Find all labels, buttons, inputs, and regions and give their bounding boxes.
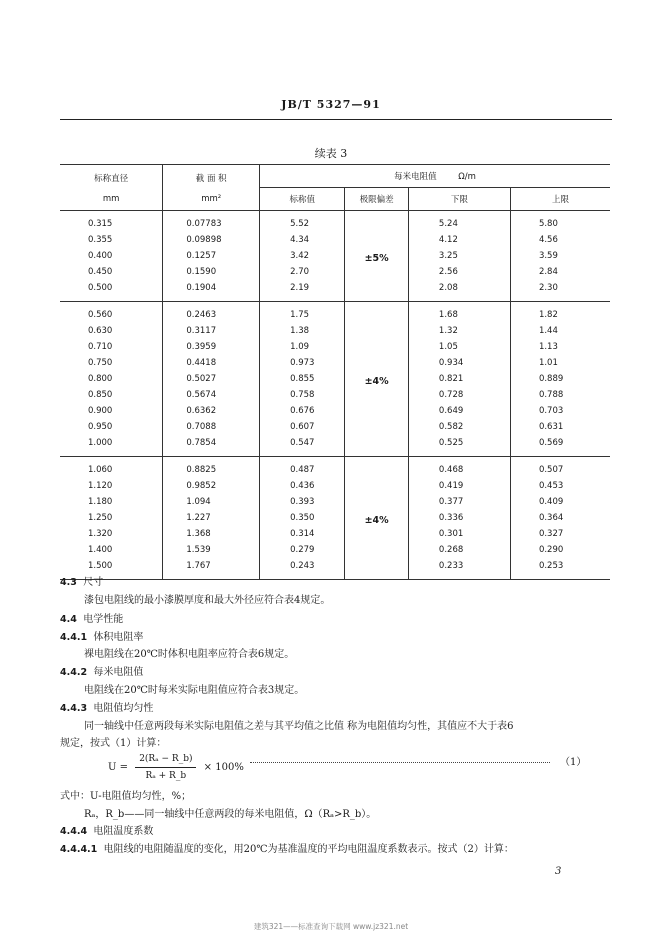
resistance-table bbox=[60, 164, 610, 580]
cell-lower-limit: 1.32 bbox=[408, 323, 510, 339]
section-4-4-3-text-1: 同一轴线中任意两段每米实际电阻值之差与其平均值之比值 称为电阻值均匀性，其值应不大于表6 bbox=[84, 721, 514, 732]
cell-upper-limit: 0.364 bbox=[510, 510, 610, 526]
cell-upper-limit: 0.290 bbox=[510, 542, 610, 558]
cell-nominal-resistance: 0.676 bbox=[260, 403, 345, 419]
cell-nominal-resistance: 0.243 bbox=[260, 558, 345, 580]
table-row bbox=[60, 494, 610, 510]
formula-fraction: $\frac{\text{2(Rₐ − R\_b)}}{\text{Rₐ + R\_b}}$ bbox=[135, 751, 196, 784]
page-number: 3 bbox=[555, 866, 562, 877]
cell-cross-section: 1.094 bbox=[163, 494, 260, 510]
cell-diameter: 1.120 bbox=[88, 481, 113, 491]
cell-diameter: 1.500 bbox=[88, 561, 113, 571]
table-row bbox=[60, 403, 610, 419]
cell-upper-limit: 3.59 bbox=[510, 248, 610, 264]
cell-nominal-resistance: 0.973 bbox=[260, 355, 345, 371]
cell-lower-limit: 0.649 bbox=[408, 403, 510, 419]
cell-limit-deviation: ±5% bbox=[345, 211, 409, 302]
cell-nominal-resistance: 0.314 bbox=[260, 526, 345, 542]
cell-upper-limit: 5.80 bbox=[510, 211, 610, 233]
cell-lower-limit: 0.233 bbox=[408, 558, 510, 580]
col-header-diameter: 标称直径 mm bbox=[94, 173, 129, 204]
cell-cross-section: 0.3117 bbox=[163, 323, 260, 339]
cell-diameter: 1.400 bbox=[88, 545, 113, 555]
section-4-4-1-title: 体积电阻率 bbox=[93, 632, 144, 643]
cell-lower-limit: 0.301 bbox=[408, 526, 510, 542]
table-row bbox=[60, 387, 610, 403]
cell-upper-limit: 4.56 bbox=[510, 232, 610, 248]
cell-diameter: 1.000 bbox=[88, 438, 113, 448]
cell-upper-limit: 2.30 bbox=[510, 280, 610, 302]
table-row bbox=[60, 419, 610, 435]
cell-diameter: 1.250 bbox=[88, 513, 113, 523]
cell-nominal-resistance: 1.09 bbox=[260, 339, 345, 355]
table-row bbox=[60, 211, 610, 233]
cell-nominal-resistance: 2.70 bbox=[260, 264, 345, 280]
cell-lower-limit: 0.821 bbox=[408, 371, 510, 387]
cell-nominal-resistance: 2.19 bbox=[260, 280, 345, 302]
section-4-4-4-title: 电阻温度系数 bbox=[93, 826, 154, 837]
table-row bbox=[60, 435, 610, 457]
cell-cross-section: 0.09898 bbox=[163, 232, 260, 248]
cell-cross-section: 0.3959 bbox=[163, 339, 260, 355]
cell-upper-limit: 1.44 bbox=[510, 323, 610, 339]
cell-upper-limit: 1.82 bbox=[510, 302, 610, 324]
cell-upper-limit: 0.889 bbox=[510, 371, 610, 387]
cell-diameter: 1.060 bbox=[88, 465, 113, 475]
formula-1: U = $\frac{\text{2(Rₐ − R\_b)}}{\text{Rₐ + R\_b}}$ × 100% bbox=[108, 751, 244, 784]
cell-nominal-resistance: 0.855 bbox=[260, 371, 345, 387]
cell-lower-limit: 0.728 bbox=[408, 387, 510, 403]
cell-diameter: 1.320 bbox=[88, 529, 113, 539]
cell-limit-deviation: ±4% bbox=[345, 302, 409, 457]
cell-diameter: 0.950 bbox=[88, 422, 113, 432]
cell-upper-limit: 1.13 bbox=[510, 339, 610, 355]
cell-lower-limit: 0.934 bbox=[408, 355, 510, 371]
section-4-4-2-text: 电阻线在20℃时每米实际电阻值应符合表3规定。 bbox=[84, 685, 305, 696]
col-header-deviation: 极限偏差 bbox=[345, 188, 409, 211]
cell-nominal-resistance: 0.393 bbox=[260, 494, 345, 510]
cell-lower-limit: 1.05 bbox=[408, 339, 510, 355]
cell-lower-limit: 4.12 bbox=[408, 232, 510, 248]
cell-lower-limit: 0.582 bbox=[408, 419, 510, 435]
col-header-upper: 上限 bbox=[510, 188, 610, 211]
cell-lower-limit: 2.08 bbox=[408, 280, 510, 302]
formula-number: （1） bbox=[560, 757, 587, 768]
cell-diameter: 0.560 bbox=[88, 310, 113, 320]
cell-upper-limit: 1.01 bbox=[510, 355, 610, 371]
cell-lower-limit: 0.419 bbox=[408, 478, 510, 494]
cell-cross-section: 0.1590 bbox=[163, 264, 260, 280]
cell-cross-section: 0.6362 bbox=[163, 403, 260, 419]
cell-cross-section: 0.2463 bbox=[163, 302, 260, 324]
table-row bbox=[60, 526, 610, 542]
cell-cross-section: 1.539 bbox=[163, 542, 260, 558]
cell-diameter: 0.315 bbox=[88, 219, 113, 229]
standard-number-header: JB/T 5327—91 bbox=[281, 98, 381, 111]
table-row bbox=[60, 371, 610, 387]
cell-upper-limit: 0.253 bbox=[510, 558, 610, 580]
cell-lower-limit: 5.24 bbox=[408, 211, 510, 233]
cell-nominal-resistance: 0.487 bbox=[260, 457, 345, 479]
cell-nominal-resistance: 0.436 bbox=[260, 478, 345, 494]
col-header-nominal: 标称值 bbox=[260, 188, 345, 211]
cell-nominal-resistance: 1.75 bbox=[260, 302, 345, 324]
cell-upper-limit: 0.327 bbox=[510, 526, 610, 542]
header-rule bbox=[60, 119, 612, 120]
section-4-4-1-text: 裸电阻线在20℃时体积电阻率应符合表6规定。 bbox=[84, 649, 295, 660]
table-row bbox=[60, 302, 610, 324]
cell-cross-section: 0.9852 bbox=[163, 478, 260, 494]
cell-upper-limit: 0.409 bbox=[510, 494, 610, 510]
cell-nominal-resistance: 0.279 bbox=[260, 542, 345, 558]
table-row bbox=[60, 280, 610, 302]
cell-upper-limit: 0.453 bbox=[510, 478, 610, 494]
table-row bbox=[60, 248, 610, 264]
table-row bbox=[60, 457, 610, 479]
cell-diameter: 0.355 bbox=[88, 235, 113, 245]
cell-lower-limit: 0.468 bbox=[408, 457, 510, 479]
cell-diameter: 0.800 bbox=[88, 374, 113, 384]
section-4-4-2-title: 每米电阻值 bbox=[93, 667, 144, 678]
section-4-4-3-title: 电阻值均匀性 bbox=[93, 703, 154, 714]
col-header-resistance-per-m: 每米电阻值 Ω/m bbox=[260, 165, 610, 188]
cell-diameter: 0.900 bbox=[88, 406, 113, 416]
cell-cross-section: 0.8825 bbox=[163, 457, 260, 479]
cell-nominal-resistance: 0.758 bbox=[260, 387, 345, 403]
cell-cross-section: 1.368 bbox=[163, 526, 260, 542]
cell-diameter: 0.450 bbox=[88, 267, 113, 277]
cell-lower-limit: 0.268 bbox=[408, 542, 510, 558]
cell-nominal-resistance: 0.607 bbox=[260, 419, 345, 435]
cell-cross-section: 0.7854 bbox=[163, 435, 260, 457]
cell-cross-section: 1.767 bbox=[163, 558, 260, 580]
cell-lower-limit: 0.377 bbox=[408, 494, 510, 510]
section-4-3-title: 尺寸 bbox=[83, 577, 104, 588]
cell-upper-limit: 0.569 bbox=[510, 435, 610, 457]
cell-nominal-resistance: 1.38 bbox=[260, 323, 345, 339]
cell-upper-limit: 0.631 bbox=[510, 419, 610, 435]
cell-cross-section: 0.07783 bbox=[163, 211, 260, 233]
table-row bbox=[60, 355, 610, 371]
section-4-4-3-text-2: 规定，按式（1）计算： bbox=[60, 738, 167, 749]
where-line-1: 式中：U-电阻值均匀性，%； bbox=[60, 791, 192, 802]
cell-cross-section: 0.1257 bbox=[163, 248, 260, 264]
cell-diameter: 0.710 bbox=[88, 342, 113, 352]
cell-limit-deviation: ±4% bbox=[345, 457, 409, 580]
cell-diameter: 0.750 bbox=[88, 358, 113, 368]
cell-upper-limit: 0.703 bbox=[510, 403, 610, 419]
cell-diameter: 0.400 bbox=[88, 251, 113, 261]
cell-diameter: 0.500 bbox=[88, 283, 113, 293]
table-row bbox=[60, 510, 610, 526]
table-row bbox=[60, 232, 610, 248]
cell-nominal-resistance: 0.547 bbox=[260, 435, 345, 457]
cell-lower-limit: 1.68 bbox=[408, 302, 510, 324]
table-row bbox=[60, 323, 610, 339]
cell-lower-limit: 3.25 bbox=[408, 248, 510, 264]
table-row bbox=[60, 339, 610, 355]
cell-cross-section: 0.5674 bbox=[163, 387, 260, 403]
cell-nominal-resistance: 0.350 bbox=[260, 510, 345, 526]
where-line-2: Rₐ，R_b——同一轴线中任意两段的每米电阻值，Ω（Rₐ>R_b）。 bbox=[84, 809, 377, 820]
col-header-cross-section: 截 面 积 mm² bbox=[163, 165, 260, 211]
table-row bbox=[60, 478, 610, 494]
cell-nominal-resistance: 3.42 bbox=[260, 248, 345, 264]
section-4-4-title: 电学性能 bbox=[83, 614, 124, 625]
cell-nominal-resistance: 5.52 bbox=[260, 211, 345, 233]
cell-upper-limit: 2.84 bbox=[510, 264, 610, 280]
table-row bbox=[60, 264, 610, 280]
cell-upper-limit: 0.507 bbox=[510, 457, 610, 479]
cell-cross-section: 0.4418 bbox=[163, 355, 260, 371]
col-header-lower: 下限 bbox=[408, 188, 510, 211]
cell-lower-limit: 2.56 bbox=[408, 264, 510, 280]
cell-cross-section: 1.227 bbox=[163, 510, 260, 526]
cell-diameter: 1.180 bbox=[88, 497, 113, 507]
cell-lower-limit: 0.525 bbox=[408, 435, 510, 457]
watermark-footer: 建筑321——标准查询下载网 www.jz321.net bbox=[253, 922, 409, 931]
cell-lower-limit: 0.336 bbox=[408, 510, 510, 526]
section-4-4-4-1-text: 电阻线的电阻随温度的变化，用20℃为基准温度的平均电阻温度系数表示。按式（2）计算： bbox=[103, 844, 514, 855]
cell-upper-limit: 0.788 bbox=[510, 387, 610, 403]
cell-diameter: 0.630 bbox=[88, 326, 113, 336]
table-row bbox=[60, 558, 610, 580]
formula-leader-dots bbox=[250, 762, 550, 763]
cell-cross-section: 0.5027 bbox=[163, 371, 260, 387]
cell-nominal-resistance: 4.34 bbox=[260, 232, 345, 248]
cell-diameter: 0.850 bbox=[88, 390, 113, 400]
table-caption: 续表 3 bbox=[314, 147, 348, 160]
table-row bbox=[60, 542, 610, 558]
cell-cross-section: 0.7088 bbox=[163, 419, 260, 435]
section-4-3-text: 漆包电阻线的最小漆膜厚度和最大外径应符合表4规定。 bbox=[84, 595, 331, 606]
cell-cross-section: 0.1904 bbox=[163, 280, 260, 302]
